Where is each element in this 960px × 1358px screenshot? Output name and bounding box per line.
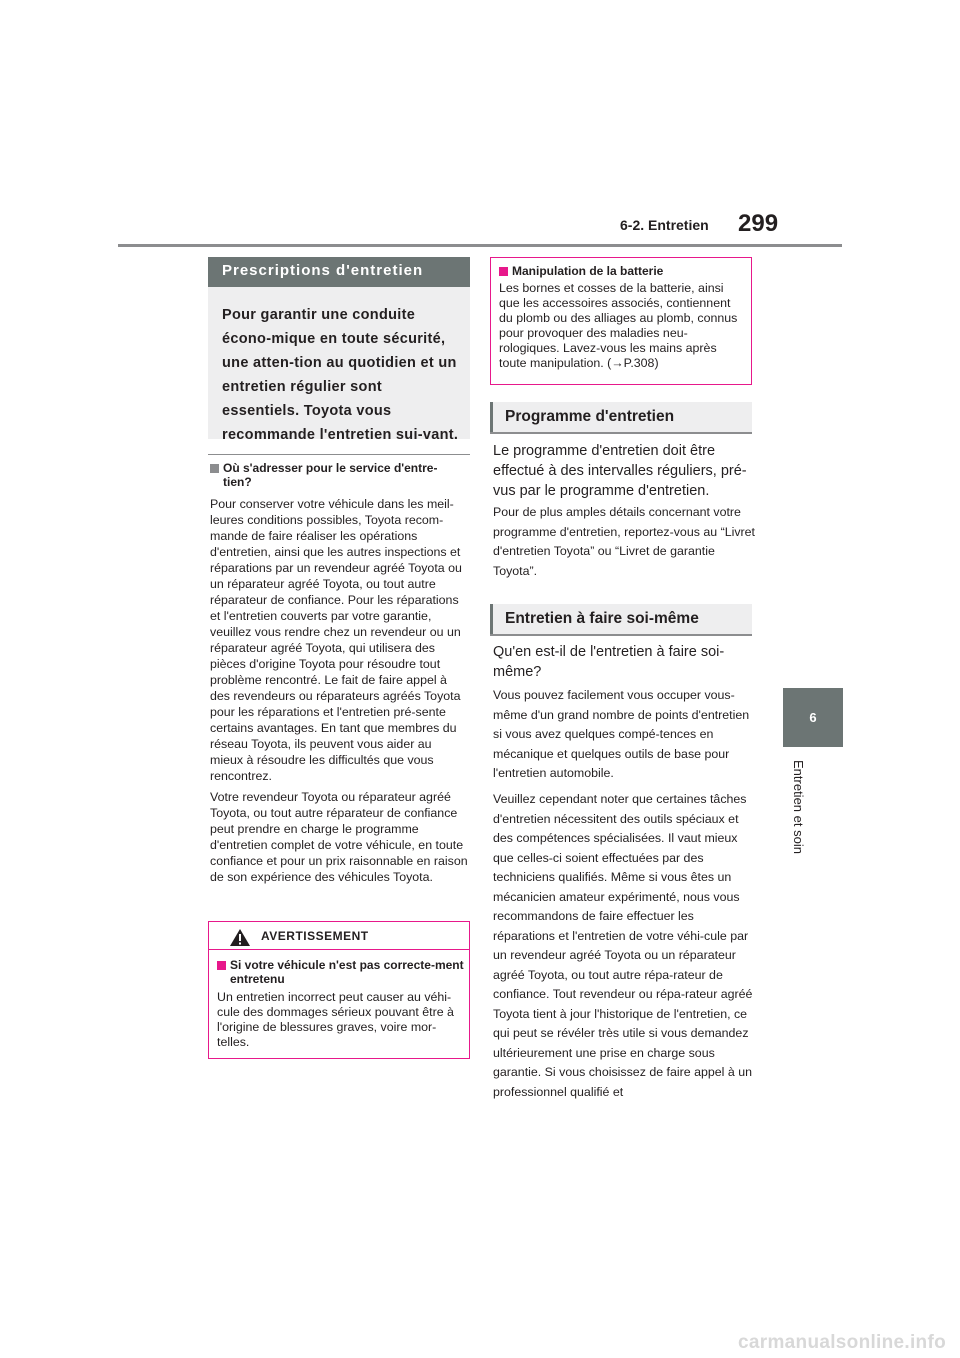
chapter-tab[interactable]: 6 <box>783 688 843 747</box>
divider <box>208 454 470 455</box>
chapter-label <box>788 760 806 860</box>
paragraph-dealer: Votre revendeur Toyota ou réparateur agréé Toyota, ou tout autre réparateur de confiance peut prendre en charge le programme d'entretien complet de votre véhicule, en toute confiance et pour un prix raisonnable en raison de son expérience des véhicules Toyota. <box>210 790 468 884</box>
header-rule <box>118 244 842 247</box>
warning-box <box>208 921 470 1059</box>
section-title-prescriptions: Prescriptions d'entretien <box>208 257 470 287</box>
square-bullet-icon <box>499 267 508 276</box>
page-number: 299 <box>738 210 779 237</box>
intro-box: Pour garantir une conduite écono-mique en toute sécurité, une atten-tion au quotidien et un entretien régulier sont essentiels. Toyota vous recommande l'entretien sui-vant. <box>208 287 470 439</box>
section-underline <box>490 634 752 636</box>
section-underline <box>490 432 752 434</box>
chapter-label-text: Entretien et soin <box>791 760 806 854</box>
watermark-text[interactable]: carmanualsonline.info <box>738 1332 946 1353</box>
battery-note-heading <box>499 264 743 278</box>
question-heading-text: Où s'adresser pour le service d'entre-tien? <box>223 461 438 489</box>
warning-title: AVERTISSEMENT <box>261 929 369 943</box>
programme-lead: Le programme d'entretien doit être effectué à des intervalles réguliers, pré-vus par le programme d'entretien. <box>493 443 747 499</box>
diy-body-1: Vous pouvez facilement vous occuper vous-même d'un grand nombre de points d'entretien si vous avez quelques compé-tences en mécanique et quelques outils de base pour l'entretien automobile. <box>493 688 750 780</box>
section-title-diy: Entretien à faire soi-même <box>490 604 752 634</box>
battery-note-heading-text: Manipulation de la batterie <box>512 264 664 278</box>
warning-subheading <box>217 958 465 986</box>
section-label: 6-2. Entretien <box>620 217 709 233</box>
programme-body: Pour de plus amples détails concernant votre programme d'entretien, reportez-vous au “Livret d'entretien Toyota” ou “Livret de garantie Toyota”. <box>493 505 756 578</box>
diy-body-2: Veuillez cependant noter que certaines tâches d'entretien nécessitent des outils spéciaux et des compétences spécialisées. Il vaut mieux que celles-ci soient effectuées par des techniciens qualifiés. Même si vous êtes un mécanicien amateur expérimenté, nous vous recommandons de faire effectuer les réparations et l'entretien de votre véhi-cule par un revendeur agréé Toyota ou un réparateur agréé Toyota, ou tout autre répa-rateur de confiance. Tout revendeur ou répa-rateur agréé Toyota tient à jour l'historique de l'entretien, ce qui peut se révéler très utile si vous demandez ultérieurement une prise en charge sous garantie. Si vous choisissez de faire appel à un professionnel qualifié et <box>493 792 753 1099</box>
section-title-programme: Programme d'entretien <box>490 402 752 432</box>
square-bullet-icon <box>217 961 226 970</box>
battery-note-body: Les bornes et cosses de la batterie, ainsi que les accessoires associés, contiennent du plomb ou des alliages au plomb, connus pour provoquer des maladies neu-rologiques. Lavez-vous les mains après toute manipulation. (→P.308) <box>499 281 738 370</box>
footer-watermark-bar <box>0 1330 960 1358</box>
battery-note-box <box>490 257 752 385</box>
warning-subheading-text: Si votre véhicule n'est pas correcte-ment entretenu <box>230 958 464 986</box>
warning-triangle-icon <box>229 928 251 947</box>
question-heading <box>210 461 466 489</box>
diy-lead: Qu'en est-il de l'entretien à faire soi-même? <box>493 644 725 680</box>
warning-header <box>209 922 469 950</box>
warning-body: Un entretien incorrect peut causer au véhi-cule des dommages sérieux pouvant être à l'origine de blessures graves, voire mor-telles. <box>217 990 454 1049</box>
paragraph-service: Pour conserver votre véhicule dans les meil-leures conditions possibles, Toyota recom-mande de faire réaliser les opérations d'entretien, ainsi que les autres inspections et réparations par un revendeur agréé Toyota ou un réparateur agréé Toyota, ou tout autre réparateur de confiance. Pour les réparations et l'entretien couverts par votre garantie, veuillez vous rendre chez un revendeur ou un réparateur agréé Toyota, qui utilisera des pièces d'origine Toyota pour résoudre tout problème rencontré. Le fait de faire appel à des revendeurs ou réparateurs agréés Toyota pour les réparations et l'entretien pré-sente certains avantages. En tant que membres du réseau Toyota, ils peuvent vous aider au mieux à résoudre les difficultés que vous rencontrez. <box>210 497 462 783</box>
square-bullet-icon <box>210 464 219 473</box>
